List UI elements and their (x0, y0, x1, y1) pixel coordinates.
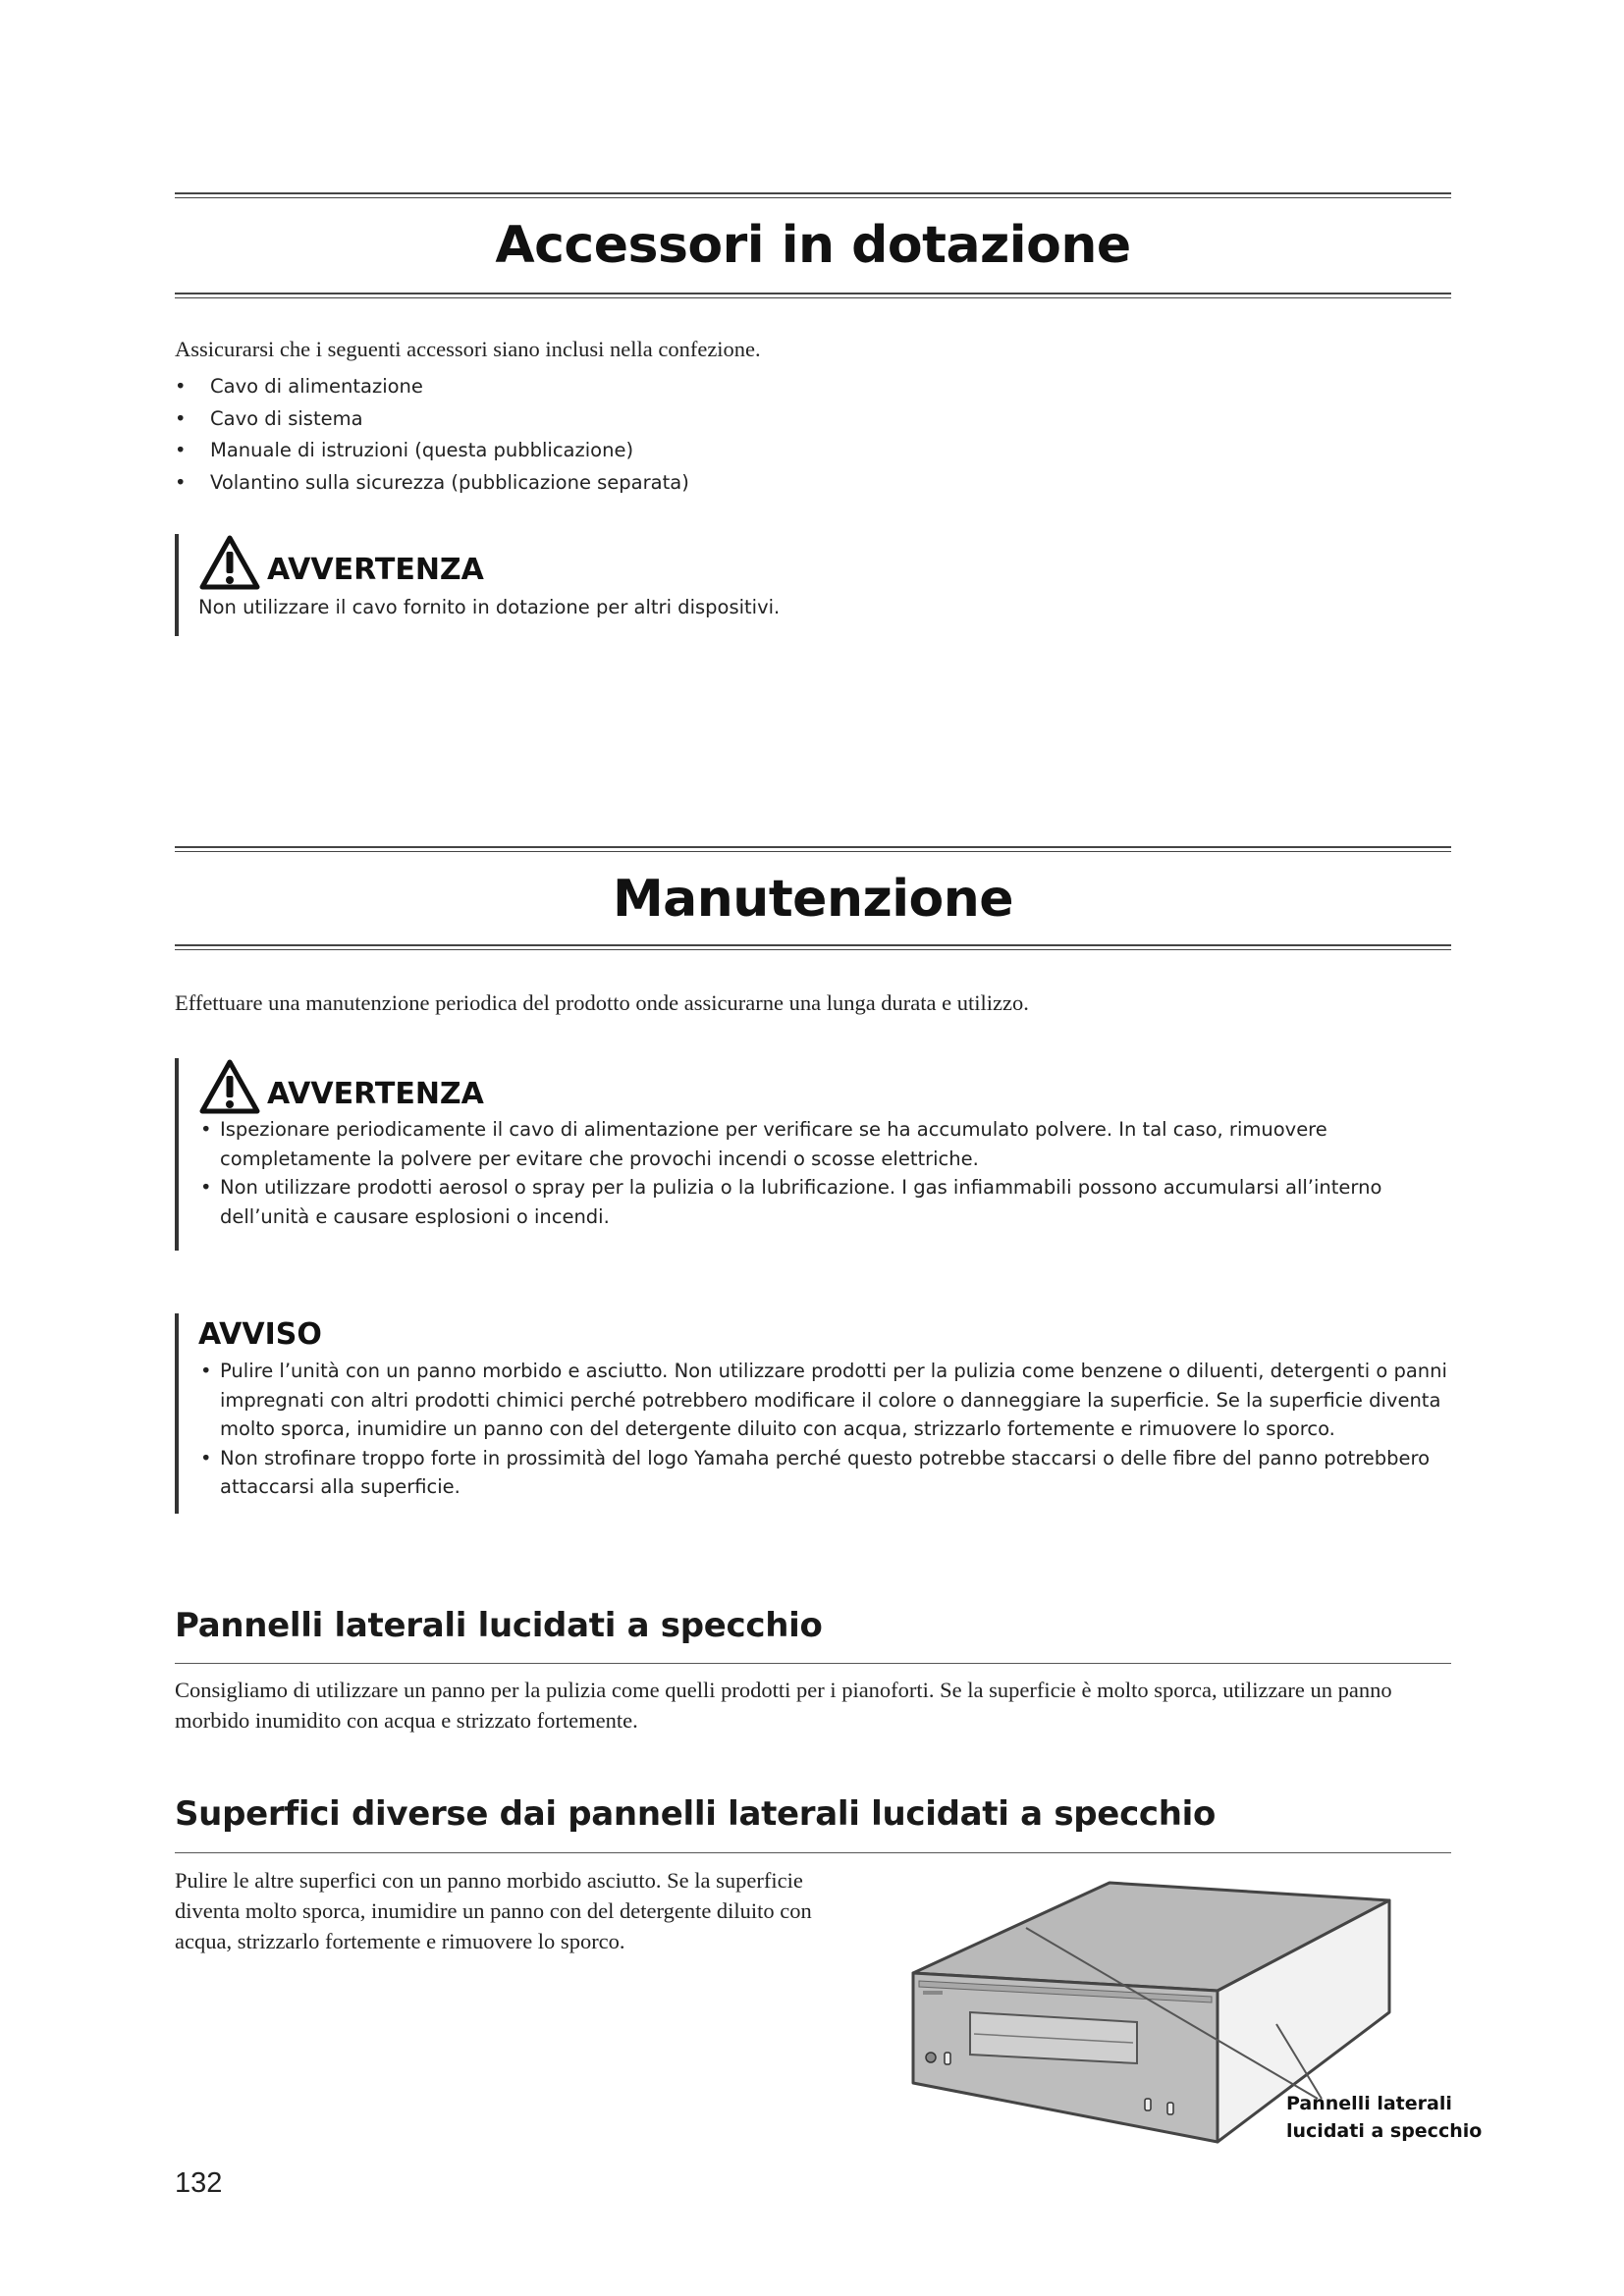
superfici-text: Pulire le altre superfici con un panno morbido asciutto. Se la superficie diventa molto sporca, inumidire un panno con del detergente diluito con acqua, strizzarlo fortemente e rimuovere lo sporco. (175, 1868, 812, 1953)
list-item: • Ispezionare periodicamente il cavo di alimentazione per verificare se ha accumulato polvere. In tal caso, rimuovere completamente la polvere per evitare che provochi incendi o scosse elettriche. (198, 1115, 1455, 1173)
list-item: • Non utilizzare prodotti aerosol o spray per la pulizia o la lubrificazione. I gas infiammabili possono accumularsi all’interno dell’unità e causare esplosioni o incendi. (198, 1173, 1455, 1231)
list-item: • Cavo di sistema (175, 403, 1451, 436)
subheading-pannelli: Pannelli laterali lucidati a specchio (175, 1606, 823, 1645)
heading-rule-bottom (175, 293, 1451, 298)
section-manutenzione (175, 846, 1451, 950)
section-accessori (175, 192, 1451, 298)
callout-label (1286, 2090, 1482, 2145)
page-title-manutenzione: Manutenzione (612, 870, 1014, 929)
subheading-rule (175, 1852, 1451, 1853)
subheading-superfici: Superfici diverse dai pannelli laterali lucidati a specchio (175, 1794, 1217, 1834)
warning-box-1 (175, 534, 1455, 636)
manutenzione-intro: Effettuare una manutenzione periodica del prodotto onde assicurarne una lunga durata e utilizzo. (175, 990, 1029, 1015)
notice-list (198, 1357, 1475, 1502)
list-item: • Manuale di istruzioni (questa pubblicazione) (175, 435, 1451, 467)
page-title-accessori: Accessori in dotazione (495, 216, 1131, 275)
heading-rule-top (175, 846, 1451, 852)
notice-box (175, 1313, 1475, 1514)
page-number: 132 (175, 2167, 223, 2199)
list-item: • Non strofinare troppo forte in prossimità del logo Yamaha perché questo potrebbe staccarsi o delle fibre del panno potrebbero attaccarsi alla superficie. (198, 1444, 1475, 1502)
warning-heading (198, 534, 1455, 591)
notice-label: AVVISO (198, 1317, 322, 1352)
warning-box-2 (175, 1058, 1455, 1251)
warning-list (198, 1115, 1455, 1231)
list-item: • Pulire l’unità con un panno morbido e asciutto. Non utilizzare prodotti per la pulizia come benzene o diluenti, detergenti o panni impregnati con altri prodotti chimici perché potrebbero modificare il colore o danneggiare la superficie. Se la superficie diventa molto sporca, inumidire un panno con del detergente diluito con acqua, strizzarlo fortemente e rimuovere lo sporco. (198, 1357, 1475, 1444)
pannelli-text: Consigliamo di utilizzare un panno per la pulizia come quelli prodotti per i pianoforti. Se la superficie è molto sporca, utilizzare un panno morbido inumidito con acqua e strizzato fortemente. (175, 1678, 1392, 1733)
callout-line-1: Pannelli laterali (1286, 2093, 1452, 2114)
warning-icon (198, 534, 261, 591)
warning-label: AVVERTENZA (267, 553, 484, 587)
warning-text: Non utilizzare il cavo fornito in dotazione per altri dispositivi. (198, 596, 781, 618)
list-item: • Volantino sulla sicurezza (pubblicazione separata) (175, 467, 1451, 500)
heading-rule-top (175, 192, 1451, 198)
callout-line-2: lucidati a specchio (1286, 2120, 1483, 2142)
heading-rule-bottom (175, 944, 1451, 950)
accessori-list (175, 371, 1451, 499)
warning-heading (198, 1058, 1455, 1115)
list-item: • Cavo di alimentazione (175, 371, 1451, 403)
accessori-intro: Assicurarsi che i seguenti accessori siano inclusi nella confezione. (175, 337, 761, 361)
warning-label: AVVERTENZA (267, 1077, 484, 1111)
subheading-rule (175, 1663, 1451, 1664)
warning-icon (198, 1058, 261, 1115)
